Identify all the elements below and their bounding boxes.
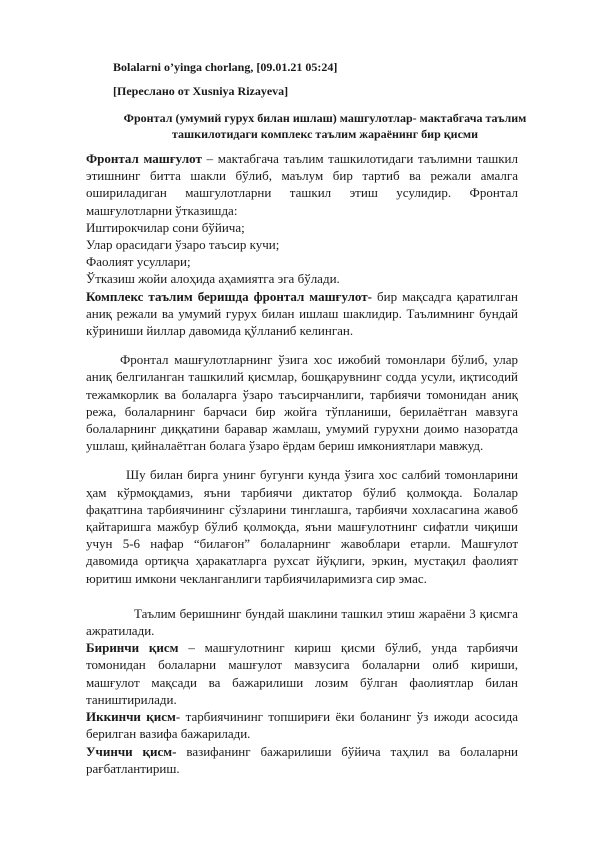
paragraph-second-part xyxy=(86,708,518,742)
paragraph-frontal-definition xyxy=(86,150,518,219)
forward-source-line: Bolalarni o’yinga chorlang, [09.01.21 05:24] xyxy=(113,60,338,74)
paragraph-third-part xyxy=(86,743,518,777)
paragraph-text: вазифанинг бажарилиши бўйича таҳлил ва болаларни рағбатлантириш. xyxy=(86,743,518,776)
list-item: Ўтказиш жойи алоҳида аҳамиятга эга бўлади. xyxy=(86,271,340,287)
document-body xyxy=(86,150,518,777)
paragraph-stages: Таълим беришнинг бундай шаклини ташкил этиш жараёни 3 қисмга ажратилади. xyxy=(86,605,518,639)
term-complex: Комплекс таълим беришда фронтал машғулот- xyxy=(86,288,372,304)
term-frontal: Фронтал машғулот xyxy=(86,151,202,166)
paragraph-first-part xyxy=(86,639,518,708)
list-item: Иштирокчилар сони бўйича; xyxy=(86,219,245,235)
term-first-part: Биринчи қисм xyxy=(86,640,179,656)
term-third-part: Учинчи қисм- xyxy=(86,743,177,759)
list-item: Улар орасидаги ўзаро таъсир кучи; xyxy=(86,237,280,253)
term-second-part: Иккинчи қисм xyxy=(86,709,176,725)
document-title: Фронтал (умумий гурух билан ишлаш) машгулотлар- мактабгача таълим ташкилотидаги комплекс таълим жараёнинг бир қисми xyxy=(123,111,527,141)
paragraph-text: – мактабгача таълим ташкилотидаги таълимни ташкил этишнинг битта шакли бўлиб, маълум бир тартиб ва режали амалга ошириладиган машгулотларни ташкил этиш усулидир. Фронтал машғулотларни ўтказишда: xyxy=(86,151,518,218)
paragraph-positive-sides: Фронтал машғулотларнинг ўзига хос ижобий томонлари бўлиб, улар аниқ белгиланган ташкилий қисмлар, бошқарувнинг содда усули, иқтисодий тежамкорлик ва болаларга ўзаро таъсирчанлиги, тарбиячи томонидан аниқ режа, болаларнинг барчаси бир жойга тўпланиши, берилаётган мавзуга болаларнинг диққатини баравар жамлаш, умумий гурухни доимо назоратда ушлаш, қийналаётган болага ўзаро ёрдам бериш имкониятлари мавжуд. xyxy=(86,352,518,454)
paragraph-negative-sides: Шу билан бирга унинг бугунги кунда ўзига хос салбий томонларини ҳам кўрмоқдамиз, яъни тарбиячи диктатор бўлиб қолмоқда. Болалар фақатгина тарбиячининг сўзларини тинглашга, тарбиячи хохласагина жавоб қайтаришга мажбур бўлиб қолмоқда, яъни машғулотнинг сифатли чиқиши учун 5-6 нафар “билағон” болаларнинг жавоблари етарли. Машғулот давомида ортиқча ҳаракатларга рухсат йўқлиги, эркин, мустақил фаолият юритиш имкони чекланганлиги тарбиячиларимизга сир эмас. xyxy=(86,467,518,586)
paragraph-text: бир мақсадга қаратилган аниқ режали ва умумий гурух билан ишлаш шаклидир. Таълимнинг бундай кўриниши йиллар давомида қўлланиб келинган. xyxy=(86,288,518,339)
paragraph-text: – машғулотнинг кириш қисми бўлиб, унда тарбиячи томонидан болаларни машғулот мавзусига болаларни олиб кириши, машғулот мақсади ва бажарилиши лозим бўлган фаолиятлар билан таништирилади. xyxy=(86,640,518,707)
paragraph-complex xyxy=(86,288,518,340)
list-item: Фаолият усуллари; xyxy=(86,254,191,270)
forwarded-from-line: [Переслано от Xusniya Rizayeva] xyxy=(113,84,289,98)
paragraph-text: - тарбиячининг топшириғи ёки боланинг ўз ижоди асосида берилган вазифа бажарилади. xyxy=(86,709,518,742)
